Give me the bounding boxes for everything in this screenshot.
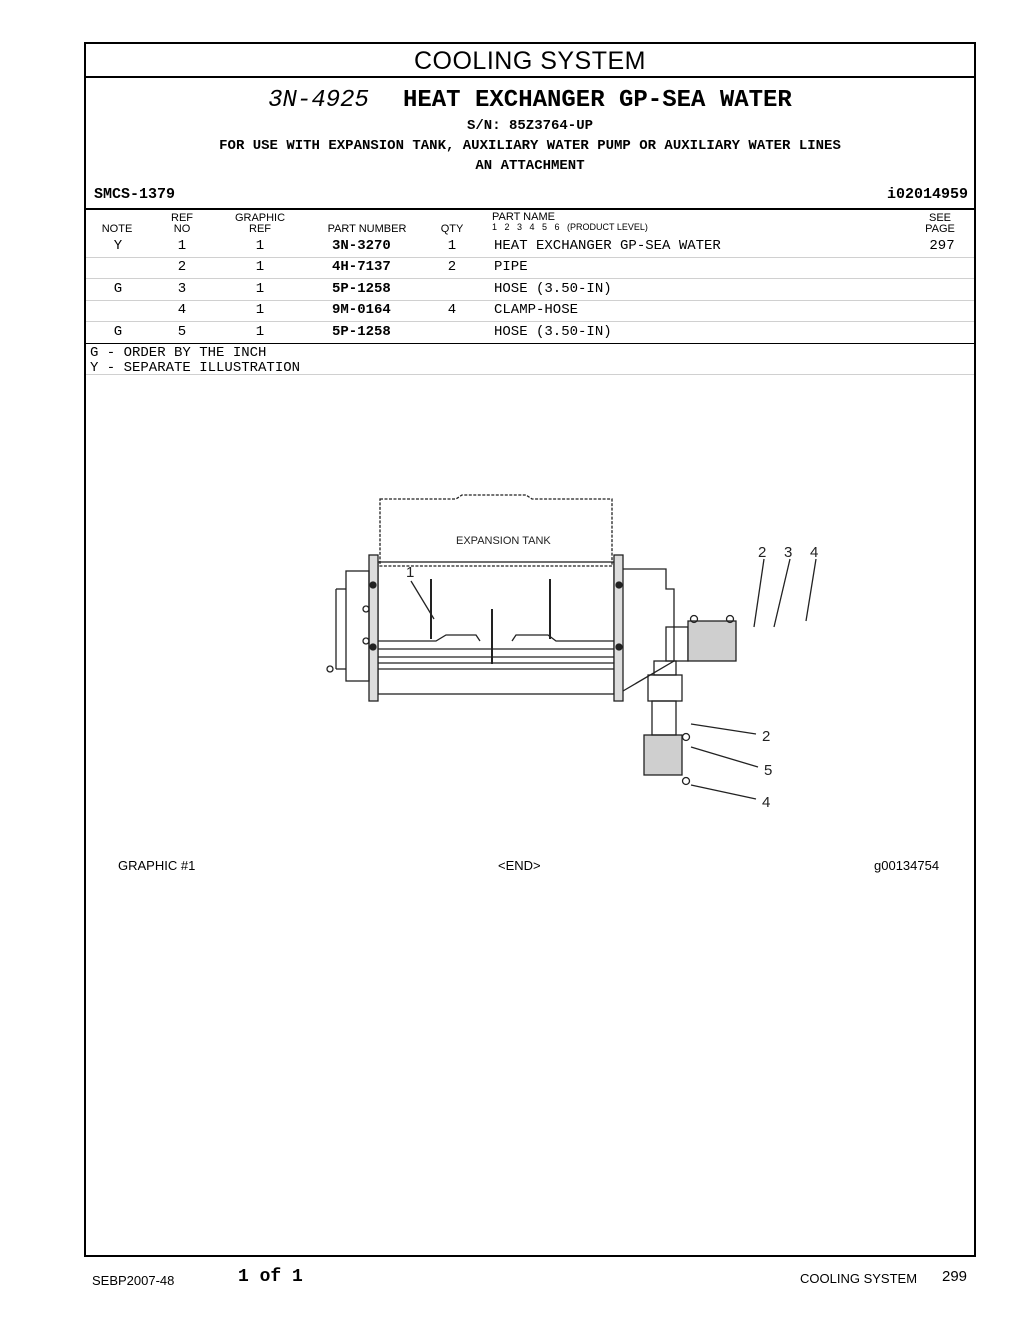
note-g: G - ORDER BY THE INCH [90,345,267,361]
svg-text:4: 4 [762,794,771,811]
svg-text:2: 2 [758,544,767,561]
heat-exchanger-illustration [316,429,819,811]
row-ref: 4 [177,302,187,318]
row-graphic: 1 [255,302,265,318]
notes-end-divider [86,374,974,375]
row-ref: 1 [177,238,187,254]
row-part-name: HOSE (3.50-IN) [494,324,612,340]
svg-text:EXPANSION TANK: EXPANSION TANK [456,535,551,547]
section-title: COOLING SYSTEM [86,44,974,78]
row-ref: 3 [177,281,187,297]
header-graphic-bottom: REF [249,223,271,235]
row-graphic: 1 [255,324,265,340]
row-qty: 1 [447,238,457,254]
table-row [86,279,974,301]
header-see-top: SEE [928,212,951,224]
row-graphic: 1 [255,238,265,254]
row-see-page[interactable]: 297 [929,238,955,254]
header-see-bottom: PAGE [925,223,955,235]
svg-text:1: 1 [406,564,415,581]
row-part-number[interactable]: 9M-0164 [332,302,391,318]
row-part-number[interactable]: 4H-7137 [332,259,391,275]
row-note: G [113,281,123,297]
row-ref: 2 [177,259,187,275]
header-divider [86,208,974,210]
row-note: Y [113,238,123,254]
graphic-id: g00134754 [874,858,940,873]
notes-divider [86,343,974,344]
header-part-number: PART NUMBER [327,223,407,235]
footer-page-number: 299 [942,1268,968,1285]
footer-doc-number: SEBP2007-48 [92,1273,175,1288]
header-product-levels: 1 2 3 4 5 6 (PRODUCT LEVEL) [492,222,648,232]
group-title [86,87,974,114]
table-row [86,257,974,279]
serial-number: S/N: 85Z3764-UP [466,118,594,134]
svg-text:5: 5 [764,762,773,779]
row-part-number[interactable]: 5P-1258 [332,324,391,340]
header-ref-bottom: NO [173,223,191,235]
table-row [86,322,974,344]
footer-section: COOLING SYSTEM [800,1271,918,1286]
footer-page-count: 1 of 1 [238,1267,303,1287]
row-note: G [113,324,123,340]
row-part-name: PIPE [494,259,528,275]
group-part-number: 3N-4925 [268,87,369,114]
graphic-caption: GRAPHIC #1 [118,858,196,873]
header-note: NOTE [101,223,133,235]
table-row [86,300,974,322]
row-graphic: 1 [255,259,265,275]
header-part-name: PART NAME [492,211,555,223]
attachment-note: AN ATTACHMENT [475,158,585,174]
document-ident: i02014959 [886,186,968,203]
svg-text:3: 3 [784,544,793,561]
row-qty: 4 [447,302,457,318]
note-y: Y - SEPARATE ILLUSTRATION [90,360,301,376]
row-part-number[interactable]: 5P-1258 [332,281,391,297]
row-part-name: HEAT EXCHANGER GP-SEA WATER [494,238,721,254]
row-qty: 2 [447,259,457,275]
svg-text:4: 4 [810,544,819,561]
end-marker: <END> [498,858,541,873]
table-row [86,236,974,258]
row-graphic: 1 [255,281,265,297]
svg-text:2: 2 [762,728,771,745]
row-part-name: CLAMP-HOSE [494,302,579,318]
row-ref: 5 [177,324,187,340]
page-frame [84,42,976,1257]
header-graphic-top: GRAPHIC [234,212,286,224]
header-qty: QTY [440,223,464,235]
smcs-code: SMCS-1379 [94,186,176,203]
row-part-number[interactable]: 3N-3270 [332,238,391,254]
row-part-name: HOSE (3.50-IN) [494,281,612,297]
usage-note: FOR USE WITH EXPANSION TANK, AUXILIARY WATER PUMP OR AUXILIARY WATER LINES [219,138,841,154]
group-name: HEAT EXCHANGER GP-SEA WATER [402,87,792,114]
header-ref-top: REF [171,212,193,224]
